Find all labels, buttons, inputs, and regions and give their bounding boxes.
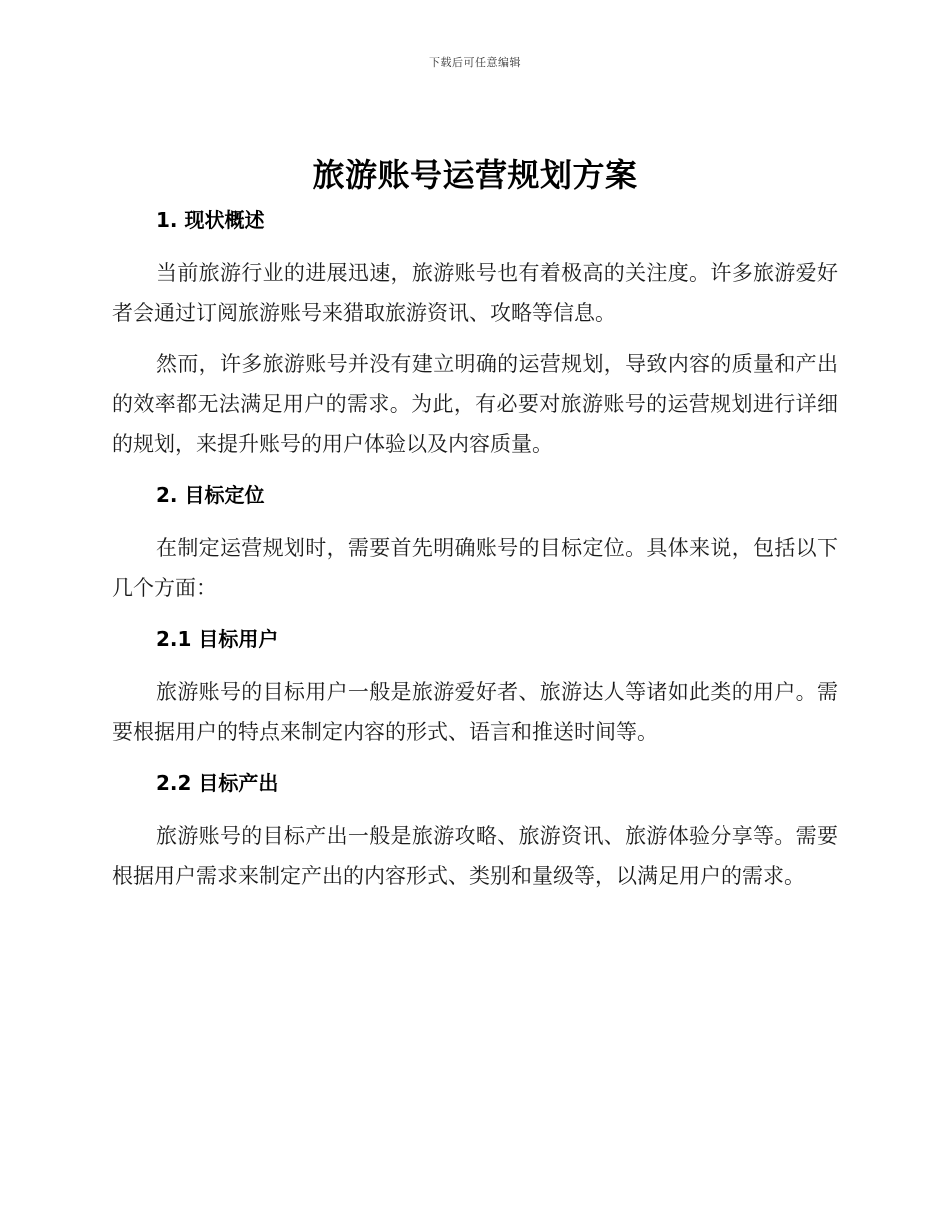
section-2-2-paragraph-1: 旅游账号的目标产出一般是旅游攻略、旅游资讯、旅游体验分享等。需要根据用户需求来制定产出的内容形式、类别和量级等，以满足用户的需求。 [112,824,838,888]
section-2-1-paragraph-1: 旅游账号的目标用户一般是旅游爱好者、旅游达人等诸如此类的用户。需要根据用户的特点来制定内容的形式、语言和推送时间等。 [112,680,838,744]
section-heading-1: 1. 现状概述 [156,208,265,232]
section-1-paragraph-1: 当前旅游行业的进展迅速，旅游账号也有着极高的关注度。许多旅游爱好者会通过订阅旅游账号来猎取旅游资讯、攻略等信息。 [112,261,838,325]
document-body [112,200,838,896]
section-heading-2: 2. 目标定位 [156,483,265,507]
document-title: 旅游账号运营规划方案 [312,156,638,194]
section-heading-2-1: 2.1 目标用户 [156,627,279,651]
section-2-paragraph-1: 在制定运营规划时，需要首先明确账号的目标定位。具体来说，包括以下几个方面： [112,536,838,600]
page-header-note: 下载后可任意编辑 [429,56,521,69]
section-heading-2-2: 2.2 目标产出 [156,771,279,795]
section-1-paragraph-2: 然而，许多旅游账号并没有建立明确的运营规划，导致内容的质量和产出的效率都无法满足用户的需求。为此，有必要对旅游账号的运营规划进行详细的规划，来提升账号的用户体验以及内容质量。 [112,352,838,456]
